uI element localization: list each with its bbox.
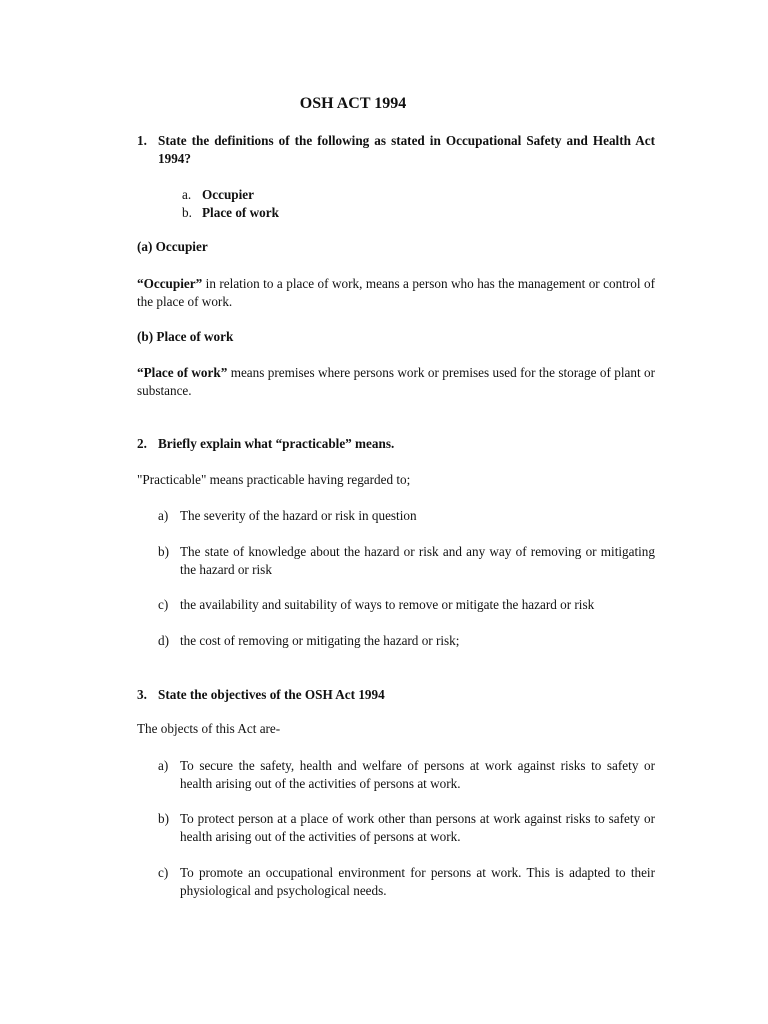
list-item	[158, 757, 655, 793]
list-item-letter: d)	[158, 633, 169, 648]
question-text: State the objectives of the OSH Act 1994	[158, 687, 385, 702]
sub-item-text: Place of work	[202, 205, 279, 220]
list-item	[158, 596, 655, 614]
question-number: 2.	[137, 436, 147, 451]
list-item	[158, 507, 655, 525]
practicable-intro: "Practicable" means practicable having regarded to;	[137, 472, 411, 487]
question-text: State the definitions of the following as stated in Occupational Safety and Health Act 1994?	[158, 133, 655, 166]
list-item-text: the cost of removing or mitigating the hazard or risk;	[180, 633, 460, 648]
list-item	[158, 632, 655, 650]
list-item-letter: a)	[158, 508, 169, 523]
definition-text: means premises where persons work or premises used for the storage of plant or substance.	[137, 365, 655, 398]
list-item	[158, 864, 655, 900]
list-item-text: the availability and suitability of ways to remove or mitigate the hazard or risk	[180, 597, 595, 612]
sub-item-text: Occupier	[202, 187, 255, 202]
definition-place-of-work	[137, 364, 655, 400]
objectives-intro: The objects of this Act are-	[137, 721, 281, 736]
list-item-text: To protect person at a place of work other than persons at work against risks to safety or health arising out of the activities of persons at work.	[180, 811, 655, 844]
list-item	[158, 810, 655, 846]
question-text: Briefly explain what “practicable” means.	[158, 436, 395, 451]
list-item-letter: a)	[158, 758, 169, 773]
question-2	[137, 435, 655, 453]
sub-item-place-of-work	[182, 204, 279, 222]
question-number: 3.	[137, 687, 147, 702]
answer-heading-place-of-work: (b) Place of work	[137, 329, 234, 344]
list-item-letter: c)	[158, 865, 169, 880]
list-item-text: The state of knowledge about the hazard or risk and any way of removing or mitigating the hazard or risk	[180, 544, 655, 577]
definition-occupier	[137, 275, 655, 311]
list-item-letter: b)	[158, 544, 169, 559]
list-item-letter: b)	[158, 811, 169, 826]
question-number: 1.	[137, 133, 147, 148]
sub-item-letter: b.	[182, 205, 192, 220]
definition-text: in relation to a place of work, means a person who has the management or control of the place of work.	[137, 276, 655, 309]
list-item	[158, 543, 655, 579]
list-item-letter: c)	[158, 597, 169, 612]
question-1	[137, 132, 655, 168]
document-title: OSH ACT 1994	[299, 95, 407, 112]
list-item-text: To secure the safety, health and welfare of persons at work against risks to safety or health arising out of the activities of persons at work.	[180, 758, 655, 791]
sub-item-letter: a.	[182, 187, 192, 202]
sub-item-occupier	[182, 186, 254, 204]
question-3	[137, 686, 655, 704]
defined-term: “Place of work”	[137, 365, 228, 380]
answer-heading-occupier: (a) Occupier	[137, 239, 208, 254]
list-item-text: The severity of the hazard or risk in question	[180, 508, 417, 523]
defined-term: “Occupier”	[137, 276, 203, 291]
list-item-text: To promote an occupational environment for persons at work. This is adapted to their physiological and psychological needs.	[180, 865, 655, 898]
